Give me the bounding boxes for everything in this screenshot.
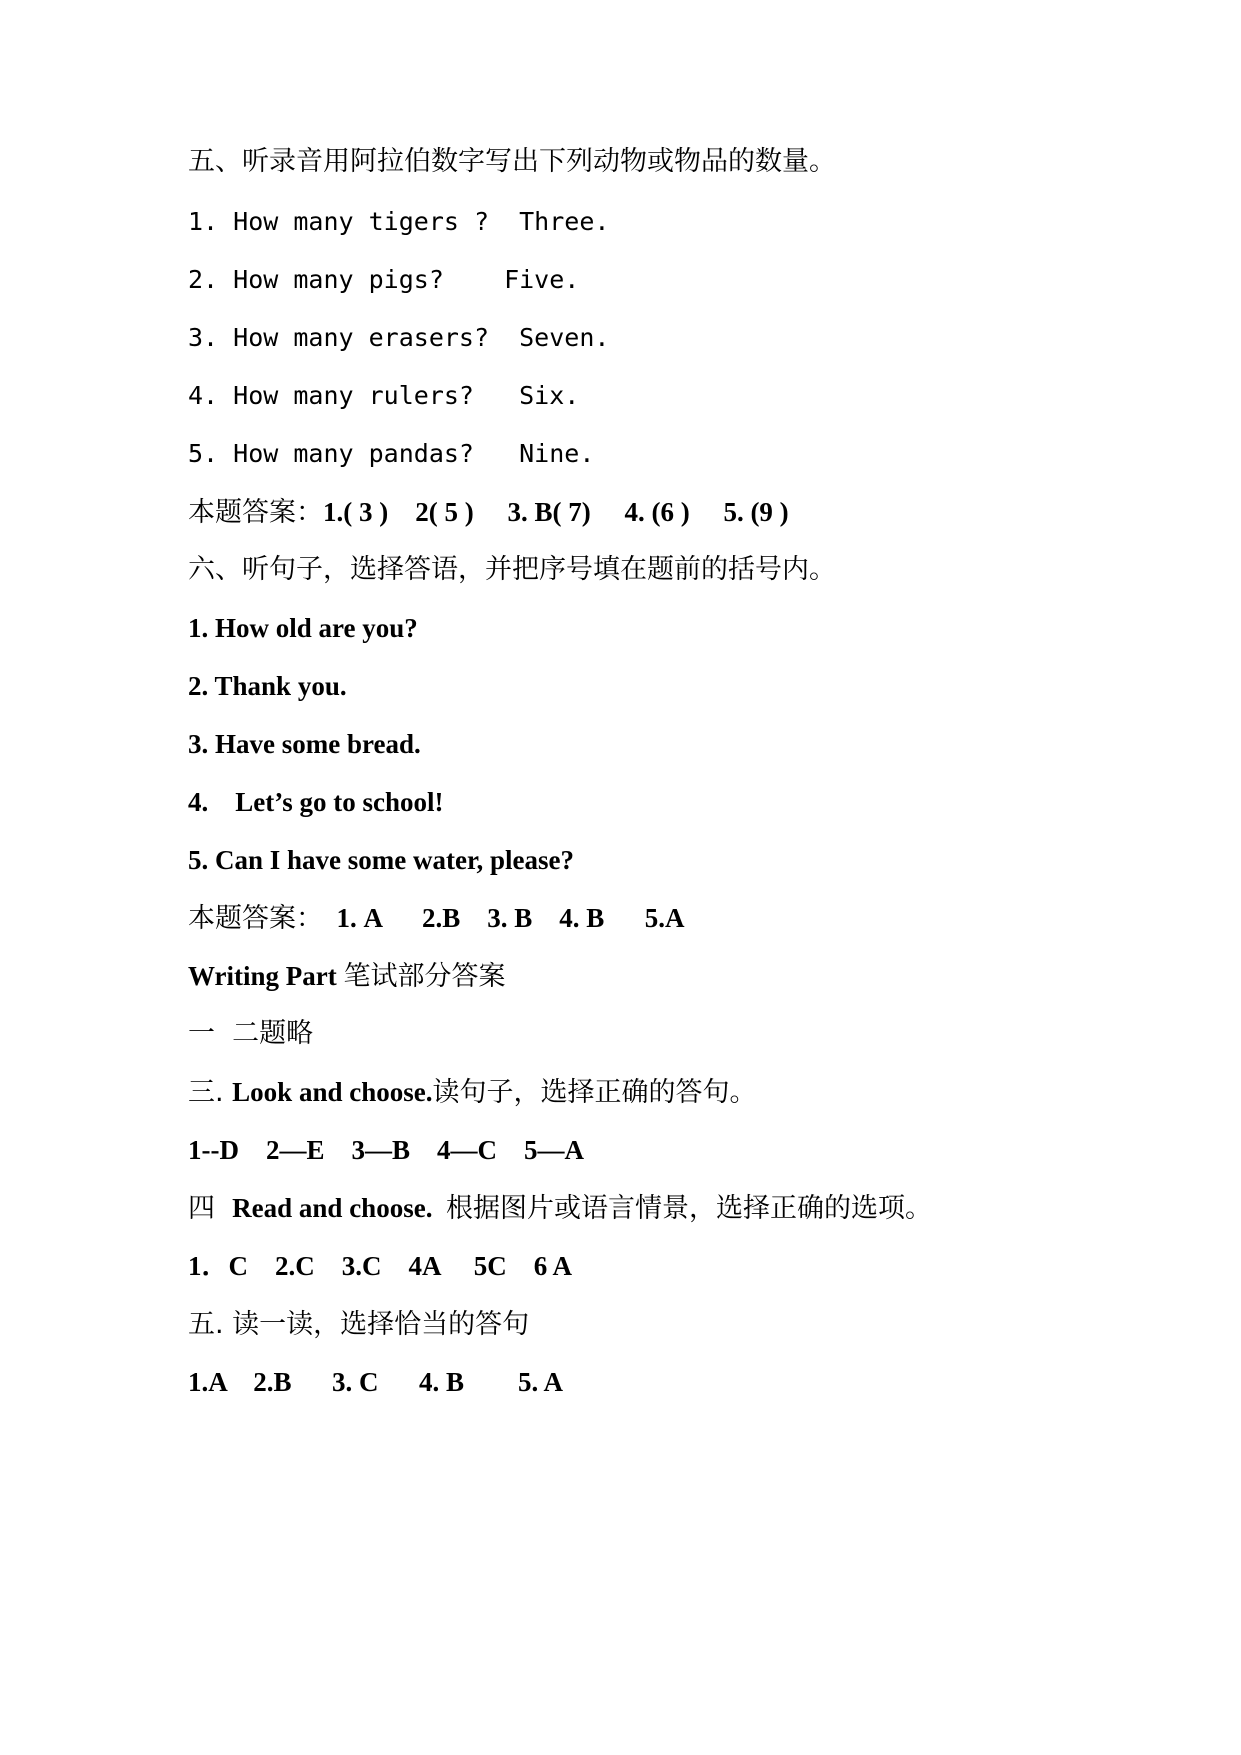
section5-answer-line xyxy=(188,492,789,532)
answer-values: 1. A 2.B 3. B 4. B 5.A xyxy=(323,903,685,933)
listening-item-4: 4. How many rulers? Six. xyxy=(188,381,580,410)
section5-listening-heading: 五、听录音用阿拉伯数字写出下列动物或物品的数量。 xyxy=(188,146,836,177)
sentence-item-5: 5. Can I have some water, please? xyxy=(188,845,574,875)
answer-values: 1.( 3 ) 2( 5 ) 3. B( 7) 4. (6 ) 5. (9 ) xyxy=(323,497,789,527)
listening-item-3: 3. How many erasers? Seven. xyxy=(188,323,610,352)
section4-answers: 1．C 2.C 3.C 4A 5C 6 A xyxy=(188,1251,573,1281)
section5-reading-heading xyxy=(188,1304,529,1344)
sentence-item-2: 2. Thank you. xyxy=(188,671,347,701)
section6-answer-line xyxy=(188,898,685,938)
section6-heading: 六、听句子，选择答语，并把序号填在题前的括号内。 xyxy=(188,554,836,585)
section-1-2-note: 一 二题略 xyxy=(188,1018,314,1049)
writing-part-en: Writing Part xyxy=(188,961,344,991)
section4-prefix: 四 xyxy=(188,1193,233,1224)
listening-item-5: 5. How many pandas? Nine. xyxy=(188,439,595,468)
answer-label: 本题答案： xyxy=(188,903,323,934)
sentence-item-4: 4. Let’s go to school! xyxy=(188,787,444,817)
listening-item-1: 1. How many tigers ? Three. xyxy=(188,207,610,236)
writing-part-heading xyxy=(188,956,505,996)
listening-item-2: 2. How many pigs? Five. xyxy=(188,265,580,294)
section3-prefix: 三. xyxy=(188,1077,233,1108)
section5-reading-prefix: 五. xyxy=(188,1309,233,1340)
sentence-item-3: 3. Have some bread. xyxy=(188,729,421,759)
section3-answers: 1--D 2—E 3—B 4—C 5—A xyxy=(188,1135,584,1165)
section4-title-en: Read and choose. xyxy=(232,1193,446,1223)
writing-part-zh: 笔试部分答案 xyxy=(343,961,506,992)
section5-reading-answers: 1.A 2.B 3. C 4. B 5. A xyxy=(188,1367,564,1397)
section3-heading xyxy=(188,1072,756,1112)
section4-heading xyxy=(188,1188,932,1228)
sentence-item-1: 1. How old are you? xyxy=(188,613,418,643)
section3-title-en: Look and choose. xyxy=(232,1077,433,1107)
answer-label: 本题答案： xyxy=(188,497,323,528)
section4-title-zh: 根据图片或语言情景，选择正确的选项。 xyxy=(445,1193,932,1224)
section5-reading-title: 读一读，选择恰当的答句 xyxy=(232,1309,530,1340)
section3-title-zh: 读句子，选择正确的答句。 xyxy=(432,1077,757,1108)
